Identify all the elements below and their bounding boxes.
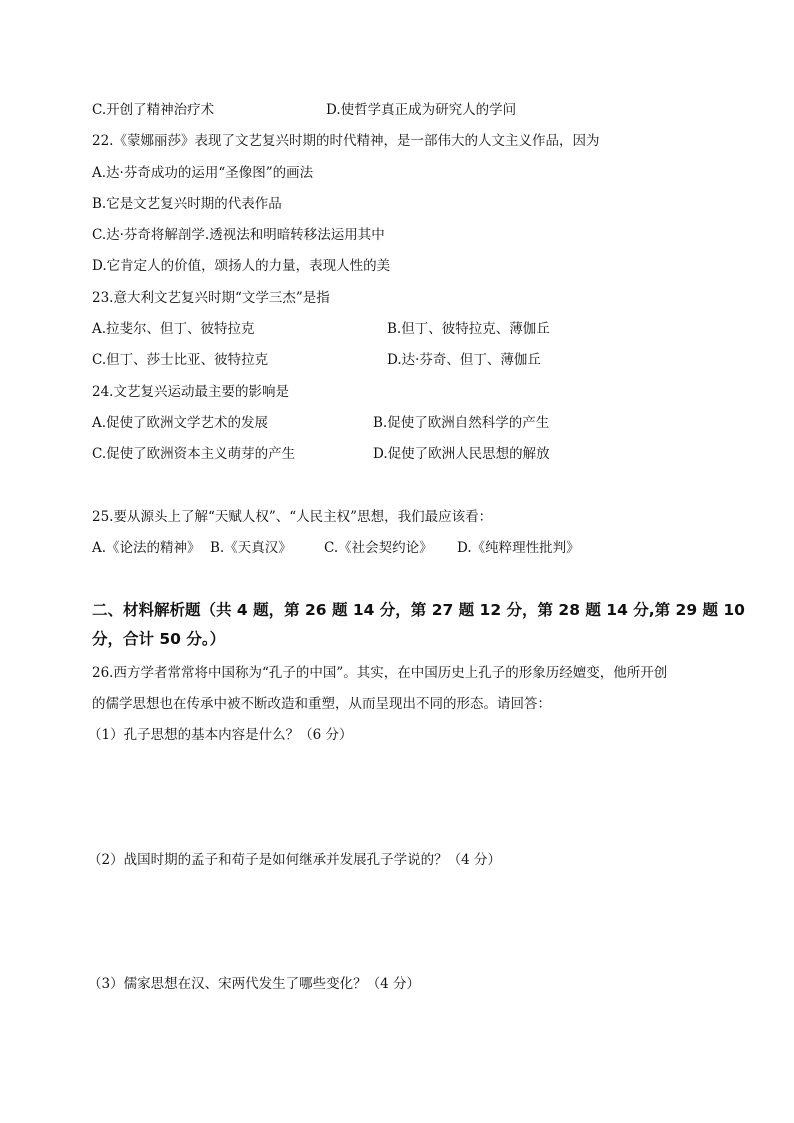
q26-stem-line1: 26.西方学者常常将中国称为“孔子的中国”。其实，在中国历史上孔子的形象历经嬗变，他所开创: [92, 665, 668, 681]
q24-option-b: B.促使了欧洲自然科学的产生: [373, 415, 550, 431]
q24-stem: 24.文艺复兴运动最主要的影响是: [92, 384, 289, 400]
section-heading-line1: 二、材料解析题（共 4 题，第 26 题 14 分，第 27 题 12 分，第 28 题 14 分,第 29 题 10: [92, 601, 745, 619]
q25-option-b: B.《天真汉》: [210, 540, 292, 556]
q22-option-c: C.达·芬奇将解剖学.透视法和明暗转移法运用其中: [92, 227, 385, 243]
q25-option-c: C.《社会契约论》: [324, 540, 433, 556]
q25-option-a: A.《论法的精神》: [92, 540, 201, 556]
q22-option-a: A.达·芬奇成功的运用“圣像图”的画法: [92, 165, 314, 181]
q25-option-d: D.《纯粹理性批判》: [457, 540, 580, 556]
q23-option-c: C.但丁、莎士比亚、彼特拉克: [92, 352, 269, 368]
q23-option-d: D.达·芬奇、但丁、薄伽丘: [387, 352, 541, 368]
q22-option-b: B.它是文艺复兴时期的代表作品: [92, 196, 282, 212]
q26-subquestion-2: （2）战国时期的孟子和荀子是如何继承并发展孔子学说的？（4 分）: [88, 852, 501, 868]
q26-subquestion-3: （3）儒家思想在汉、宋两代发生了哪些变化？（4 分）: [88, 976, 420, 992]
q26-subquestion-1: （1）孔子思想的基本内容是什么？（6 分）: [88, 727, 353, 743]
q23-option-a: A.拉斐尔、但丁、彼特拉克: [92, 321, 255, 337]
q24-option-a: A.促使了欧洲文学艺术的发展: [92, 415, 269, 431]
q22-option-d: D.它肯定人的价值，颂扬人的力量，表现人性的美: [92, 258, 391, 274]
q25-stem: 25.要从源头上了解“天赋人权”、“人民主权”思想，我们最应该看：: [92, 509, 493, 525]
q21-option-d: D.使哲学真正成为研究人的学问: [326, 102, 517, 118]
q21-option-c: C.开创了精神治疗术: [92, 102, 215, 118]
q22-stem: 22.《蒙娜丽莎》表现了文艺复兴时期的时代精神，是一部伟大的人文主义作品，因为: [92, 133, 600, 149]
q26-stem-line2: 的儒学思想也在传承中被不断改造和重塑，从而呈现出不同的形态。请回答：: [92, 696, 551, 712]
section-heading-line2: 分，合计 50 分。）: [92, 630, 226, 648]
q23-stem: 23.意大利文艺复兴时期“文学三杰”是指: [92, 290, 330, 306]
q24-option-c: C.促使了欧洲资本主义萌芽的产生: [92, 446, 296, 462]
q23-option-b: B.但丁、彼特拉克、薄伽丘: [387, 321, 550, 337]
q24-option-d: D.促使了欧洲人民思想的解放: [373, 446, 550, 462]
